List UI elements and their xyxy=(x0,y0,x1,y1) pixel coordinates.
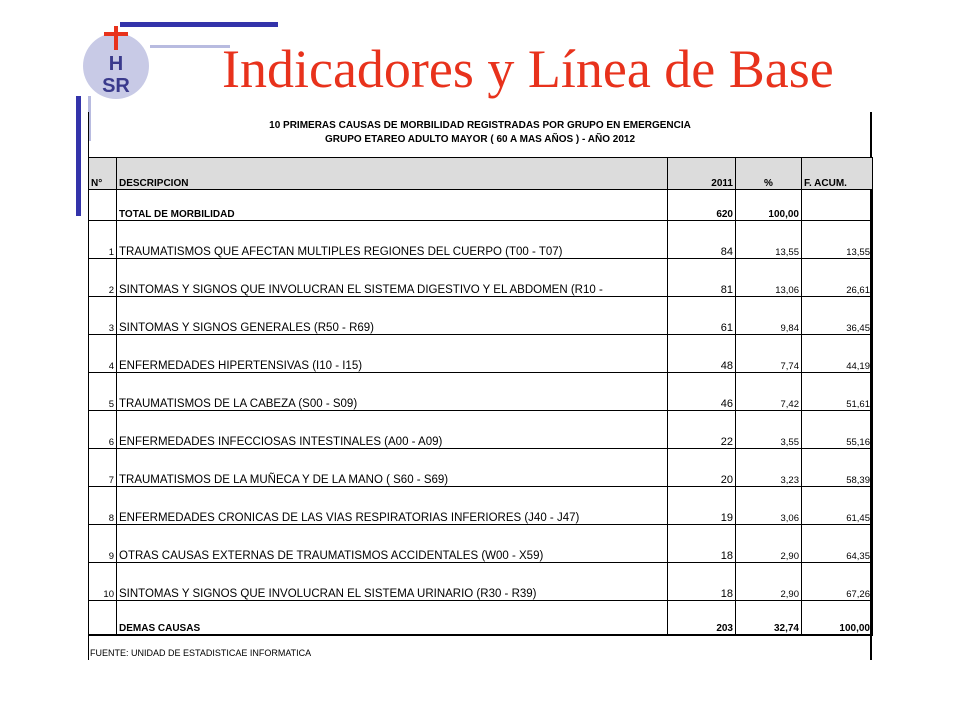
top-accent-bar-light xyxy=(150,45,230,48)
row-n: 1 xyxy=(89,221,117,259)
demas-causas-row xyxy=(89,601,873,636)
row-desc: ENFERMEDADES INFECCIOSAS INTESTINALES (A00 - A09) xyxy=(117,411,668,449)
table-row xyxy=(89,525,873,563)
report-heading-line2: GRUPO ETAREO ADULTO MAYOR ( 60 A MAS AÑOS ) - AÑO 2012 xyxy=(324,134,636,145)
row-n: 3 xyxy=(89,297,117,335)
row-pct: 9,84 xyxy=(736,297,802,335)
svg-text:SR: SR xyxy=(102,75,130,97)
table-row xyxy=(89,221,873,259)
table-row xyxy=(89,487,873,525)
demas-label: DEMAS CAUSAS xyxy=(117,601,668,636)
row-n: 8 xyxy=(89,487,117,525)
row-n: 4 xyxy=(89,335,117,373)
col-header-descripcion: DESCRIPCION xyxy=(117,158,668,190)
total-pct: 100,00 xyxy=(736,190,802,221)
demas-acum: 100,00 xyxy=(802,601,873,636)
table-row xyxy=(89,373,873,411)
demas-n xyxy=(89,601,117,636)
hsr-logo xyxy=(76,24,156,104)
table-row xyxy=(89,563,873,601)
demas-pct: 32,74 xyxy=(736,601,802,636)
table-header-row xyxy=(89,158,873,190)
row-acum: 36,45 xyxy=(802,297,873,335)
row-pct: 3,55 xyxy=(736,411,802,449)
row-value: 81 xyxy=(668,259,736,297)
row-desc: TRAUMATISMOS DE LA CABEZA (S00 - S09) xyxy=(117,373,668,411)
row-value: 18 xyxy=(668,525,736,563)
row-value: 19 xyxy=(668,487,736,525)
left-accent-bar xyxy=(76,96,81,216)
total-n xyxy=(89,190,117,221)
row-desc: SINTOMAS Y SIGNOS QUE INVOLUCRAN EL SISTEMA DIGESTIVO Y EL ABDOMEN (R10 - xyxy=(117,259,668,297)
row-n: 2 xyxy=(89,259,117,297)
row-n: 5 xyxy=(89,373,117,411)
row-pct: 3,06 xyxy=(736,487,802,525)
col-header-pct: % xyxy=(736,158,802,190)
page-title: Indicadores y Línea de Base xyxy=(222,39,834,99)
row-acum: 13,55 xyxy=(802,221,873,259)
row-value: 46 xyxy=(668,373,736,411)
table-row xyxy=(89,411,873,449)
row-pct: 2,90 xyxy=(736,563,802,601)
row-n: 9 xyxy=(89,525,117,563)
row-desc: SINTOMAS Y SIGNOS GENERALES (R50 - R69) xyxy=(117,297,668,335)
table-row xyxy=(89,335,873,373)
row-desc: SINTOMAS Y SIGNOS QUE INVOLUCRAN EL SISTEMA URINARIO (R30 - R39) xyxy=(117,563,668,601)
col-header-2011: 2011 xyxy=(668,158,736,190)
row-n: 10 xyxy=(89,563,117,601)
row-acum: 55,16 xyxy=(802,411,873,449)
table-row xyxy=(89,297,873,335)
row-value: 20 xyxy=(668,449,736,487)
row-acum: 64,35 xyxy=(802,525,873,563)
total-label: TOTAL DE MORBILIDAD xyxy=(117,190,668,221)
morbidity-report xyxy=(88,112,872,662)
row-pct: 7,42 xyxy=(736,373,802,411)
row-pct: 2,90 xyxy=(736,525,802,563)
row-acum: 58,39 xyxy=(802,449,873,487)
row-desc: OTRAS CAUSAS EXTERNAS DE TRAUMATISMOS ACCIDENTALES (W00 - X59) xyxy=(117,525,668,563)
total-acum xyxy=(802,190,873,221)
row-n: 7 xyxy=(89,449,117,487)
morbidity-table xyxy=(88,157,873,636)
row-pct: 3,23 xyxy=(736,449,802,487)
row-acum: 61,45 xyxy=(802,487,873,525)
row-acum: 67,26 xyxy=(802,563,873,601)
source-note: FUENTE: UNIDAD DE ESTADISTICAE INFORMATICA xyxy=(90,648,312,658)
row-n: 6 xyxy=(89,411,117,449)
row-acum: 51,61 xyxy=(802,373,873,411)
svg-text:H: H xyxy=(108,53,124,75)
row-acum: 44,19 xyxy=(802,335,873,373)
row-acum: 26,61 xyxy=(802,259,873,297)
report-heading-line1: 10 PRIMERAS CAUSAS DE MORBILIDAD REGISTRADAS POR GRUPO EN EMERGENCIA xyxy=(269,120,691,131)
row-value: 84 xyxy=(668,221,736,259)
col-header-f-acum: F. ACUM. xyxy=(802,158,873,190)
table-row xyxy=(89,449,873,487)
total-value: 620 xyxy=(668,190,736,221)
row-desc: TRAUMATISMOS QUE AFECTAN MULTIPLES REGIONES DEL CUERPO (T00 - T07) xyxy=(117,221,668,259)
row-desc: ENFERMEDADES HIPERTENSIVAS (I10 - I15) xyxy=(117,335,668,373)
col-header-n: N° xyxy=(89,158,117,190)
row-pct: 13,55 xyxy=(736,221,802,259)
total-row xyxy=(89,190,873,221)
row-value: 18 xyxy=(668,563,736,601)
row-desc: ENFERMEDADES CRONICAS DE LAS VIAS RESPIRATORIAS INFERIORES (J40 - J47) xyxy=(117,487,668,525)
row-value: 48 xyxy=(668,335,736,373)
row-value: 61 xyxy=(668,297,736,335)
row-pct: 13,06 xyxy=(736,259,802,297)
row-pct: 7,74 xyxy=(736,335,802,373)
demas-value: 203 xyxy=(668,601,736,636)
row-desc: TRAUMATISMOS DE LA MUÑECA Y DE LA MANO ( S60 - S69) xyxy=(117,449,668,487)
row-value: 22 xyxy=(668,411,736,449)
table-row xyxy=(89,259,873,297)
